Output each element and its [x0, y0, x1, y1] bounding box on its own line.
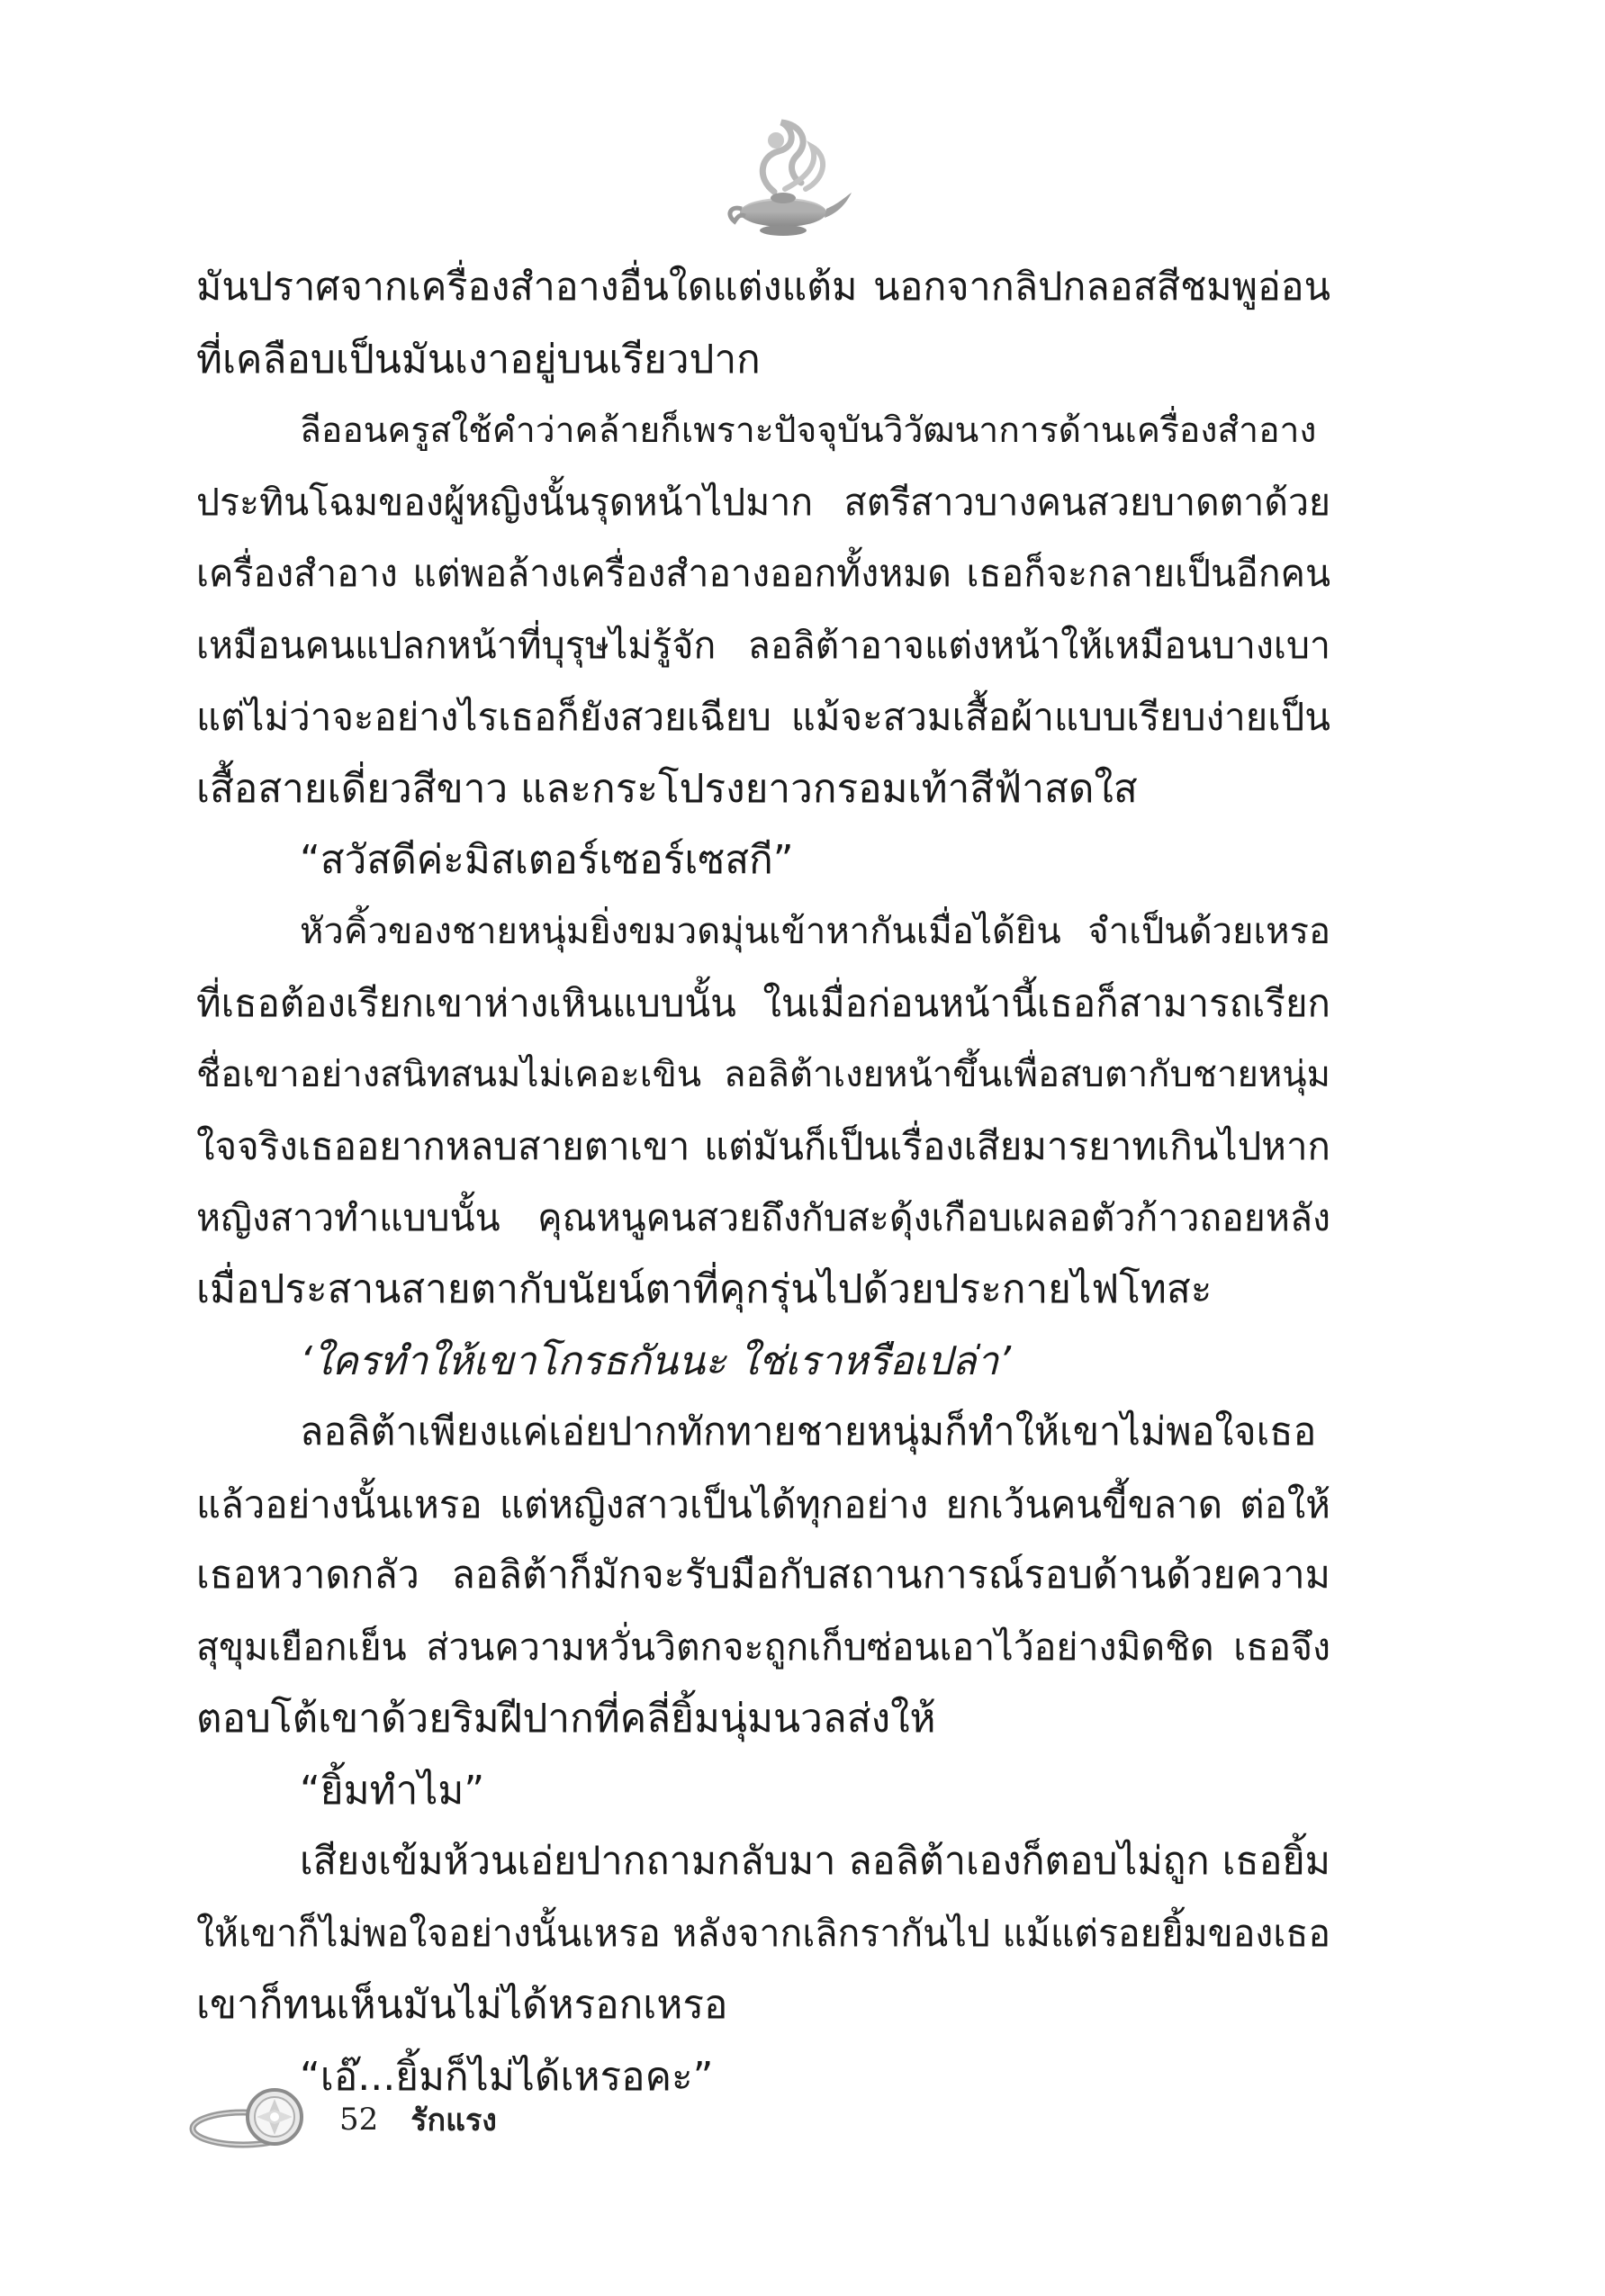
text-line: ‘ใครทำให้เขาโกรธกันนะ ใช่เราหรือเปล่า’: [300, 1337, 1012, 1384]
text-line: ลีออนครูสใช้คำว่าคล้ายก็เพราะปัจจุบันวิวัฒนาการด้านเครื่องสำอาง: [300, 410, 1317, 451]
text-line: ให้เขาก็ไม่พอใจอย่างนั้นเหรอ หลังจากเลิกรากันไป แม้แต่รอยยิ้มของเธอ: [196, 1911, 1330, 1955]
text-line: เหมือนคนแปลกหน้าที่บุรุษไม่รู้จัก ลอลิต้าอาจแต่งหน้าให้เหมือนบางเบา: [196, 623, 1330, 667]
text-line: เมื่อประสานสายตากับนัยน์ตาที่คุกรุ่นไปด้วยประกายไฟโทสะ: [196, 1266, 1213, 1312]
text-line: แต่ไม่ว่าจะอย่างไรเธอก็ยังสวยเฉียบ แม้จะสวมเสื้อผ้าแบบเรียบง่ายเป็น: [196, 695, 1330, 739]
text-line: เครื่องสำอาง แต่พอล้างเครื่องสำอางออกทั้งหมด เธอก็จะกลายเป็นอีกคน: [196, 552, 1330, 595]
text-line: หญิงสาวทำแบบนั้น คุณหนูคนสวยถึงกับสะดุ้งเกือบเผลอตัวก้าวถอยหลัง: [196, 1195, 1330, 1239]
page-footer: [189, 2070, 497, 2169]
text-line: ตอบโต้เขาด้วยริมฝีปากที่คลี่ยิ้มนุ่มนวลส่งให้: [196, 1696, 936, 1742]
text-line: หัวคิ้วของชายหนุ่มยิ่งขมวดมุ่นเข้าหากันเมื่อได้ยิน จำเป็นด้วยเหรอ: [300, 910, 1330, 952]
book-title: รักแรง: [410, 2102, 497, 2138]
text-line: มันปราศจากเครื่องสำอางอื่นใดแต่งแต้ม นอกจากลิปกลอสสีชมพูอ่อน: [196, 265, 1330, 310]
text-line: “ยิ้มทำไม”: [300, 1767, 485, 1814]
text-line: แล้วอย่างนั้นเหรอ แต่หญิงสาวเป็นได้ทุกอย่าง ยกเว้นคนขี้ขลาด ต่อให้: [196, 1481, 1330, 1526]
text-line: เสียงเข้มห้วนเอ่ยปากถามกลับมา ลอลิต้าเองก็ตอบไม่ถูก เธอยิ้ม: [300, 1839, 1330, 1884]
text-line: ที่เคลือบเป็นมันเงาอยู่บนเรียวปาก: [196, 336, 761, 383]
text-line: สุขุมเยือกเย็น ส่วนความหวั่นวิตกจะถูกเก็บซ่อนเอาไว้อย่างมิดชิด เธอจึง: [196, 1625, 1330, 1669]
text-line: ลอลิต้าเพียงแค่เอ่ยปากทักทายชายหนุ่มก็ทำให้เขาไม่พอใจเธอ: [300, 1409, 1317, 1454]
text-line: ที่เธอต้องเรียกเขาห่างเหินแบบนั้น ในเมื่อก่อนหน้านี้เธอก็สามารถเรียก: [196, 981, 1330, 1025]
page-number: 52: [339, 2102, 379, 2138]
body-text: [196, 252, 1330, 2112]
text-line: ใจจริงเธออยากหลบสายตาเขา แต่มันก็เป็นเรื่องเสียมารยาทเกินไปหาก: [196, 1124, 1330, 1168]
text-line: “สวัสดีค่ะมิสเตอร์เซอร์เซสกี”: [300, 837, 794, 883]
text-line: ประทินโฉมของผู้หญิงนั้นรุดหน้าไปมาก สตรีสาวบางคนสวยบาดตาด้วย: [196, 480, 1330, 524]
text-line: “เอ๊...ยิ้มก็ไม่ได้เหรอคะ”: [300, 2053, 714, 2100]
text-line: เธอหวาดกลัว ลอลิต้าก็มักจะรับมือกับสถานการณ์รอบด้านด้วยความ: [196, 1553, 1330, 1598]
text-line: เสื้อสายเดี่ยวสีขาว และกระโปรงยาวกรอมเท้าสีฟ้าสดใส: [196, 765, 1138, 812]
text-line: เขาก็ทนเห็นมันไม่ได้หรอกเหรอ: [196, 1982, 728, 2028]
diamond-ring-icon: [189, 2079, 320, 2160]
magic-lamp-icon: [711, 106, 855, 241]
text-line: ชื่อเขาอย่างสนิทสนมไม่เคอะเขิน ลอลิต้าเงยหน้าขึ้นเพื่อสบตากับชายหนุ่ม: [196, 1053, 1330, 1095]
